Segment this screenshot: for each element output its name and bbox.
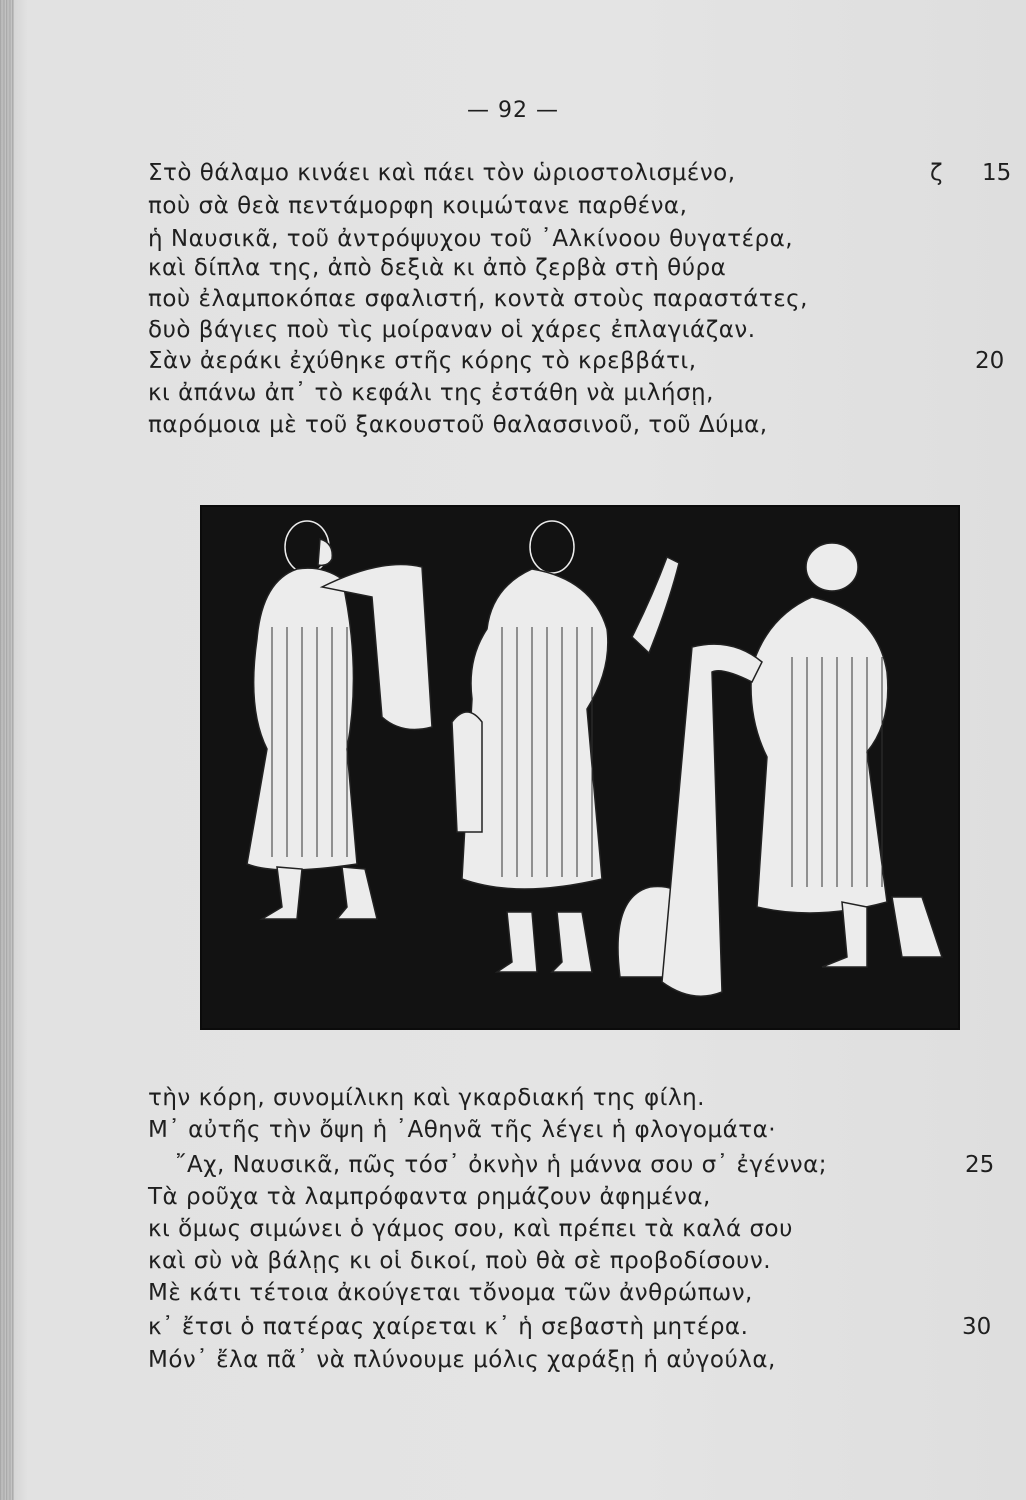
verse-line: τὴν κόρη, συνομίλικη καὶ γκαρδιακή της φίλη.	[148, 1085, 705, 1111]
vase-painting-icon	[202, 507, 958, 1028]
verse-line: ἡ Ναυσικᾶ, τοῦ ἀντρόψυχου τοῦ ᾿Αλκίνοου θυγατέρα,	[148, 226, 794, 252]
verse-line: Μ᾿ αὐτῆς τὴν ὄψη ἡ ᾿Αθηνᾶ τῆς λέγει ἡ φλογομάτα·	[148, 1117, 777, 1143]
verse-line: Μόν᾿ ἔλα πᾶ᾿ νὰ πλύνουμε μόλις χαράξῃ ἡ αὐγούλα,	[148, 1347, 776, 1373]
verse-line: κι ὅμως σιμώνει ὁ γάμος σου, καὶ πρέπει τὰ καλά σου	[148, 1216, 793, 1242]
verse-line: δυὸ βάγιες ποὺ τὶς μοίραναν οἱ χάρες ἐπλαγιάζαν.	[148, 317, 756, 343]
verse-line: κι ἀπάνω ἀπ᾿ τὸ κεφάλι της ἐστάθη νὰ μιλήσῃ,	[148, 380, 714, 406]
verse-line: κ᾿ ἔτσι ὁ πατέρας χαίρεται κ᾿ ἡ σεβαστὴ μητέρα.	[148, 1314, 749, 1340]
vase-painting-illustration	[200, 505, 960, 1030]
line-number-25: 25	[965, 1152, 995, 1178]
verse-line: Τὰ ροῦχα τὰ λαμπρόφαντα ρημάζουν ἀφημένα,	[148, 1184, 711, 1210]
verse-line: Στὸ θάλαμο κινάει καὶ πάει τὸν ὡριοστολισμένο,	[148, 160, 736, 186]
verse-line: Μὲ κάτι τέτοια ἀκούγεται τὄνομα τῶν ἀνθρώπων,	[148, 1280, 753, 1306]
verse-line: καὶ σὺ νὰ βάλῃς κι οἱ δικοί, ποὺ θὰ σὲ προβοδίσουν.	[148, 1248, 772, 1274]
line-number-15: 15	[982, 160, 1012, 186]
verse-line: παρόμοια μὲ τοῦ ξακουστοῦ θαλασσινοῦ, τοῦ Δύμα,	[148, 412, 768, 438]
page-number: — 92 —	[467, 98, 559, 123]
verse-line: Σὰν ἀεράκι ἐχύθηκε στῆς κόρης τὸ κρεββάτι,	[148, 348, 697, 374]
line-number-30: 30	[962, 1314, 992, 1340]
verse-line: ποὺ ἐλαμποκόπαε σφαλιστή, κοντὰ στοὺς παραστάτες,	[148, 286, 808, 312]
verse-line: ῎Αχ, Ναυσικᾶ, πῶς τόσ᾿ ὀκνὴν ἡ μάννα σου σ᾿ ἐγέννα;	[175, 1152, 828, 1178]
page-binding-edge	[0, 0, 14, 1500]
verse-line: ποὺ σὰ θεὰ πεντάμορφη κοιμώτανε παρθένα,	[148, 193, 688, 219]
verse-line: καὶ δίπλα της, ἀπὸ δεξιὰ κι ἀπὸ ζερβὰ στὴ θύρα	[148, 255, 727, 281]
line-number-20: 20	[975, 348, 1005, 374]
book-letter-marker: ζ	[930, 160, 943, 186]
